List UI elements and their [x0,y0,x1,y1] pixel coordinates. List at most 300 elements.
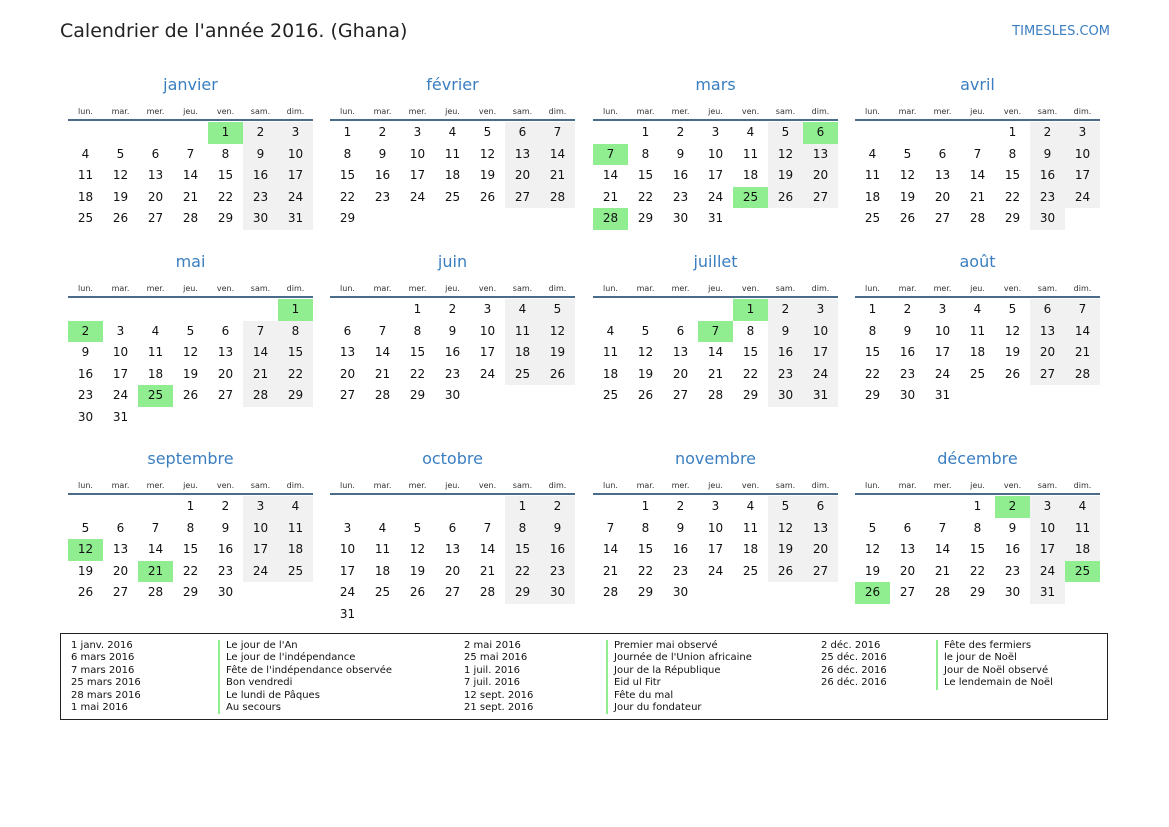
day-cell: 19 [768,165,803,187]
day-cell: 18 [969,345,986,360]
holiday-day-cell: 28 [593,208,628,230]
day-cell: 26 [182,388,199,403]
weekday-label: sam. [775,481,796,490]
day-cell: 14 [374,345,391,360]
day-cell: 10 [278,144,313,166]
week-row [330,364,575,386]
empty-day-cell [243,299,278,321]
empty-day-cell [733,582,768,604]
legend-name-column [218,640,392,714]
day-cell: 20 [444,563,461,578]
day-cell: 14 [707,345,724,360]
weekday-header [330,472,575,490]
day-cell: 6 [343,323,352,338]
day-cell: 19 [479,168,496,183]
day-cell: 8 [868,323,877,338]
empty-day-cell [505,604,540,626]
weekday-header [855,98,1100,116]
empty-day-cell [103,122,138,144]
day-cell: 13 [803,144,838,166]
empty-day-cell [890,496,925,518]
empty-day-cell [173,407,208,429]
day-cell: 29 [278,385,313,407]
holiday-day-cell: 25 [733,187,768,209]
empty-day-cell [540,208,575,230]
weekday-label: lun. [340,481,355,490]
month-block [855,251,1100,407]
holiday-day-cell: 1 [733,299,768,321]
day-cell: 19 [409,563,426,578]
day-cell: 24 [1065,187,1100,209]
weekday-label: lun. [603,107,618,116]
week-row [855,518,1100,540]
day-cell: 15 [409,345,426,360]
legend-date: 12 sept. 2016 [464,689,534,701]
legend-holiday-name: le jour de Noël [936,652,1053,664]
header-rule [68,493,313,495]
day-cell: 14 [147,542,164,557]
holiday-day-cell: 25 [1065,561,1100,583]
day-cell: 26 [1004,366,1021,381]
empty-day-cell [208,407,243,429]
day-cell: 9 [378,146,387,161]
day-cell: 13 [217,345,234,360]
day-cell: 10 [1030,518,1065,540]
day-cell: 28 [707,388,724,403]
empty-day-cell [435,208,470,230]
empty-day-cell [435,604,470,626]
empty-day-cell [1065,208,1100,230]
weekday-header [593,472,838,490]
day-cell: 10 [339,542,356,557]
day-cell: 16 [444,345,461,360]
empty-day-cell [138,407,173,429]
day-cell: 7 [243,321,278,343]
week-row [593,299,838,321]
days-grid [855,122,1100,230]
weekday-label: mar. [636,107,655,116]
day-cell: 7 [606,520,615,535]
day-cell: 26 [540,364,575,386]
day-cell: 24 [1030,561,1065,583]
day-cell: 3 [803,299,838,321]
weekday-label: jeu. [970,284,985,293]
weekday-label: sam. [250,107,271,116]
day-cell: 5 [768,496,803,518]
day-cell: 17 [339,563,356,578]
day-cell: 22 [217,189,234,204]
day-cell: 24 [707,189,724,204]
week-row [593,385,838,407]
day-cell: 29 [1004,211,1021,226]
week-row [68,407,313,429]
weekday-label: jeu. [183,481,198,490]
day-cell: 25 [742,563,759,578]
day-cell: 4 [746,125,755,139]
week-row [330,561,575,583]
day-cell: 6 [448,520,457,535]
week-row [593,144,838,166]
month-name: novembre [674,449,757,468]
empty-day-cell [855,122,890,144]
weekday-label: mer. [146,481,165,490]
day-cell: 27 [339,388,356,403]
day-cell: 11 [969,323,986,338]
day-cell: 25 [278,561,313,583]
day-cell: 9 [448,323,457,338]
site-link[interactable]: TIMESLES.COM [1012,24,1110,39]
day-cell: 11 [77,168,94,183]
day-cell: 21 [934,563,951,578]
empty-day-cell [138,122,173,144]
empty-day-cell [278,582,313,604]
day-cell: 27 [112,585,129,600]
day-cell: 6 [221,323,230,338]
weekday-label: jeu. [445,107,460,116]
empty-day-cell [138,299,173,321]
day-cell: 8 [278,321,313,343]
weekday-label: sam. [775,107,796,116]
day-cell: 13 [147,168,164,183]
day-cell: 5 [186,323,195,338]
month-block [68,448,313,604]
empty-day-cell [768,208,803,230]
day-cell: 1 [186,499,195,513]
day-cell: 2 [243,122,278,144]
legend-date: 1 janv. 2016 [71,640,133,651]
day-cell: 15 [637,542,654,557]
legend-holiday-name: Premier mai observé [606,640,752,652]
month-name: février [426,75,479,94]
day-cell: 1 [641,499,650,513]
empty-day-cell [698,582,733,604]
week-row [593,208,838,230]
day-cell: 27 [147,211,164,226]
day-cell: 16 [77,366,94,381]
day-cell: 4 [606,323,615,338]
day-cell: 28 [147,585,164,600]
day-cell: 28 [934,585,951,600]
weekday-label: lun. [603,481,618,490]
legend-date: 25 déc. 2016 [821,652,887,664]
days-grid [68,122,313,230]
holiday-day-cell: 7 [593,144,628,166]
day-cell: 20 [934,189,951,204]
day-cell: 6 [676,323,685,338]
day-cell: 28 [969,211,986,226]
day-cell: 25 [505,364,540,386]
weekday-label: ven. [1003,107,1022,116]
day-cell: 13 [803,518,838,540]
day-cell: 15 [182,542,199,557]
month-block [68,74,313,230]
day-cell: 3 [483,302,492,316]
weekday-label: mer. [408,284,427,293]
day-cell: 19 [540,342,575,364]
week-row [855,385,1100,407]
weekday-label: dim. [811,481,830,490]
day-cell: 14 [602,542,619,557]
day-cell: 15 [637,168,654,183]
week-row [330,496,575,518]
week-row [855,539,1100,561]
empty-day-cell [365,208,400,230]
empty-day-cell [330,299,365,321]
days-grid [855,496,1100,604]
week-row [855,364,1100,386]
empty-day-cell [365,496,400,518]
day-cell: 20 [1030,342,1065,364]
weekday-label: lun. [78,284,93,293]
week-row [855,496,1100,518]
day-cell: 8 [505,518,540,540]
month-name: août [959,252,996,271]
week-row [330,122,575,144]
day-cell: 22 [969,563,986,578]
week-row [68,518,313,540]
day-cell: 5 [483,125,492,139]
month-name: juin [437,252,468,271]
day-cell: 24 [479,366,496,381]
day-cell: 21 [602,563,619,578]
day-cell: 22 [278,364,313,386]
weekday-label: ven. [741,284,760,293]
day-cell: 6 [803,496,838,518]
legend-date-column [464,640,533,714]
day-cell: 3 [116,323,125,338]
day-cell: 8 [746,323,755,338]
day-cell: 27 [934,211,951,226]
month-block [855,74,1100,230]
weekday-label: jeu. [183,107,198,116]
day-cell: 19 [182,366,199,381]
day-cell: 24 [339,585,356,600]
weekday-label: jeu. [970,107,985,116]
weekday-label: jeu. [708,107,723,116]
day-cell: 10 [803,321,838,343]
weekday-label: ven. [478,107,497,116]
day-cell: 11 [278,518,313,540]
day-cell: 2 [1030,122,1065,144]
weekday-label: mer. [408,107,427,116]
week-row [855,165,1100,187]
day-cell: 16 [672,168,689,183]
empty-day-cell [1065,385,1100,407]
day-cell: 23 [77,388,94,403]
weekday-label: lun. [78,481,93,490]
weekday-header [855,275,1100,293]
day-cell: 14 [540,144,575,166]
week-row [68,539,313,561]
weekday-label: mer. [408,481,427,490]
weekday-label: ven. [478,284,497,293]
empty-day-cell [330,496,365,518]
holiday-day-cell: 1 [208,122,243,144]
weekday-label: mer. [146,107,165,116]
legend-holiday-name: Le jour de l'indépendance [218,652,392,664]
day-cell: 20 [505,165,540,187]
day-cell: 2 [221,499,230,513]
days-grid [855,299,1100,407]
holiday-day-cell: 2 [68,321,103,343]
day-cell: 16 [899,345,916,360]
day-cell: 25 [969,366,986,381]
day-cell: 31 [934,388,951,403]
week-row [855,321,1100,343]
day-cell: 8 [641,520,650,535]
weekday-header [330,98,575,116]
week-row [855,208,1100,230]
weekday-label: mar. [636,284,655,293]
month-name: avril [960,75,995,94]
week-row [68,299,313,321]
day-cell: 19 [637,366,654,381]
holiday-day-cell: 6 [803,122,838,144]
week-row [593,122,838,144]
day-cell: 28 [479,585,496,600]
day-cell: 30 [1030,208,1065,230]
day-cell: 22 [409,366,426,381]
header-rule [593,296,838,298]
day-cell: 2 [903,302,912,316]
day-cell: 26 [768,187,803,209]
day-cell: 5 [868,520,877,535]
weekday-label: mer. [146,284,165,293]
week-row [330,385,575,407]
day-cell: 3 [711,125,720,139]
legend-name-column [936,640,1053,690]
day-cell: 22 [742,366,759,381]
day-cell: 16 [672,542,689,557]
weekday-label: sam. [1037,107,1058,116]
weekday-header [68,472,313,490]
weekday-label: ven. [1003,284,1022,293]
day-cell: 11 [1065,518,1100,540]
day-cell: 18 [1065,539,1100,561]
day-cell: 23 [243,187,278,209]
day-cell: 7 [151,520,160,535]
legend-holiday-name: Jour du fondateur [606,702,752,714]
weekday-label: dim. [811,107,830,116]
holiday-legend [60,633,1108,720]
empty-day-cell [593,496,628,518]
day-cell: 3 [278,122,313,144]
day-cell: 8 [221,146,230,161]
header-rule [855,296,1100,298]
day-cell: 5 [1008,302,1017,316]
day-cell: 18 [147,366,164,381]
day-cell: 2 [540,496,575,518]
day-cell: 17 [934,345,951,360]
legend-holiday-name: Le lendemain de Noël [936,677,1053,689]
day-cell: 9 [903,323,912,338]
day-cell: 7 [540,122,575,144]
legend-holiday-name: Jour de la République [606,665,752,677]
day-cell: 21 [540,165,575,187]
day-cell: 28 [243,385,278,407]
day-cell: 13 [672,345,689,360]
legend-date: 2 mai 2016 [464,640,521,651]
day-cell: 12 [540,321,575,343]
week-row [855,342,1100,364]
day-cell: 21 [182,189,199,204]
day-cell: 1 [343,125,352,139]
weekday-label: mer. [933,284,952,293]
month-block [593,448,838,604]
empty-day-cell [540,385,575,407]
week-row [68,561,313,583]
day-cell: 13 [505,144,540,166]
day-cell: 16 [540,539,575,561]
day-cell: 7 [483,520,492,535]
legend-name-column [606,640,752,714]
empty-day-cell [733,208,768,230]
empty-day-cell [365,299,400,321]
day-cell: 6 [116,520,125,535]
weekday-label: mar. [636,481,655,490]
legend-date: 25 mars 2016 [71,677,141,689]
week-row [593,321,838,343]
week-row [855,187,1100,209]
empty-day-cell [855,496,890,518]
weekday-label: mer. [933,107,952,116]
legend-holiday-name: Le jour de l'An [218,640,392,652]
day-cell: 22 [339,189,356,204]
day-cell: 30 [899,388,916,403]
weekday-label: lun. [340,107,355,116]
legend-date: 7 juil. 2016 [464,677,521,689]
empty-day-cell [68,122,103,144]
day-cell: 8 [186,520,195,535]
weekday-label: dim. [548,481,567,490]
day-cell: 30 [77,409,94,424]
weekday-label: mar. [111,107,130,116]
weekday-label: ven. [216,107,235,116]
day-cell: 27 [1030,364,1065,386]
header-rule [593,493,838,495]
legend-date: 26 déc. 2016 [821,677,887,689]
day-cell: 3 [1065,122,1100,144]
day-cell: 9 [243,144,278,166]
week-row [68,208,313,230]
days-grid [330,496,575,626]
day-cell: 30 [1004,585,1021,600]
week-row [68,144,313,166]
day-cell: 29 [409,388,426,403]
empty-day-cell [400,496,435,518]
empty-day-cell [470,604,505,626]
day-cell: 30 [672,211,689,226]
day-cell: 12 [768,518,803,540]
day-cell: 11 [742,520,759,535]
empty-day-cell [103,496,138,518]
empty-day-cell [208,299,243,321]
legend-holiday-name: Eid ul Fitr [606,677,752,689]
empty-day-cell [890,122,925,144]
holiday-day-cell: 21 [138,561,173,583]
day-cell: 23 [899,366,916,381]
days-grid [593,299,838,407]
day-cell: 10 [707,146,724,161]
day-cell: 7 [938,520,947,535]
weekday-label: jeu. [708,481,723,490]
legend-date: 6 mars 2016 [71,652,135,664]
week-row [593,496,838,518]
legend-date: 21 sept. 2016 [464,702,534,714]
empty-day-cell [663,299,698,321]
day-cell: 29 [217,211,234,226]
header-rule [855,493,1100,495]
